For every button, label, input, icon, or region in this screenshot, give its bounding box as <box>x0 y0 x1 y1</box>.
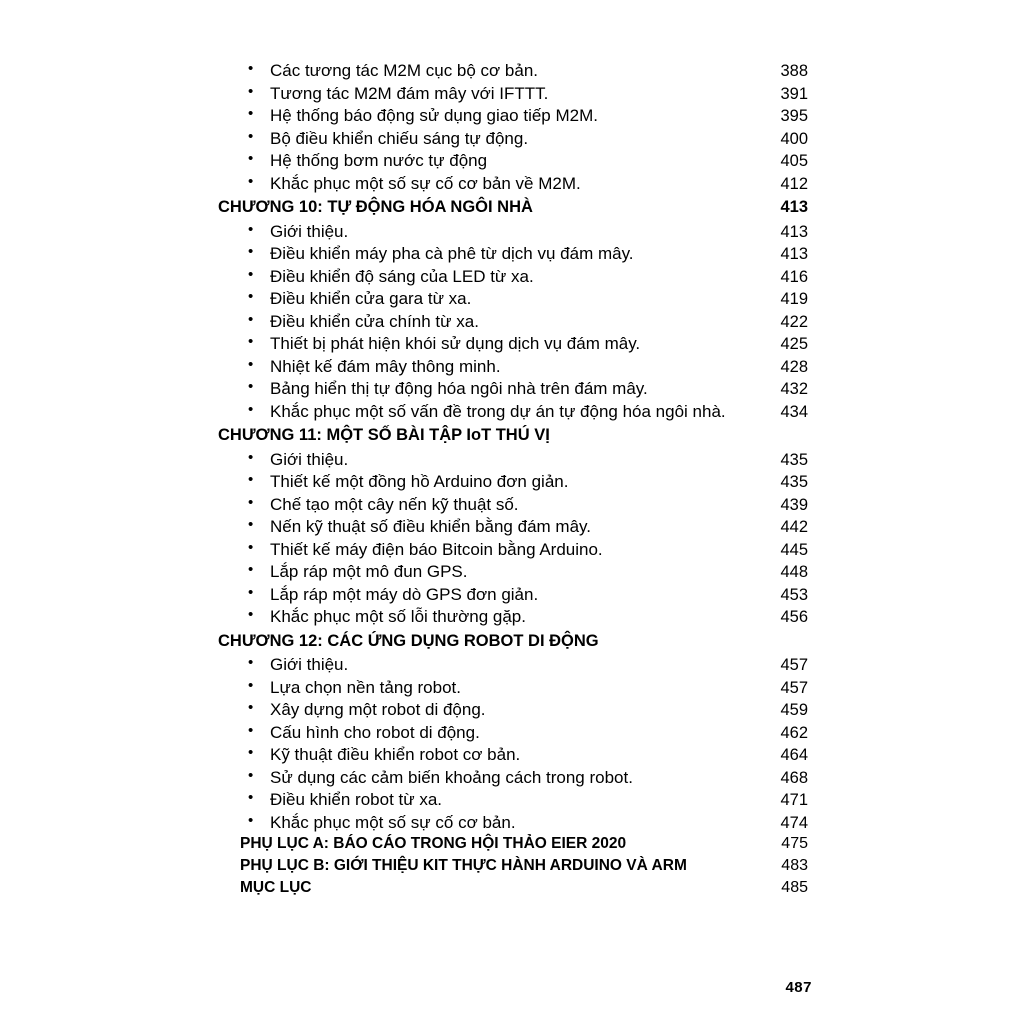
toc-entry-text: Khắc phục một số sự cố cơ bản. <box>270 812 516 832</box>
toc-entry-page-number: 445 <box>780 540 808 559</box>
toc-entry-label <box>218 107 752 124</box>
toc-entry-text: Giới thiệu. <box>270 221 349 241</box>
bullet-icon: • <box>248 583 254 601</box>
toc-entry-page-number: 432 <box>780 380 808 398</box>
toc-entry-text: Điều khiển cửa gara từ xa. <box>270 289 472 308</box>
toc-entry-text: Hệ thống báo động sử dụng giao tiếp M2M. <box>270 106 598 125</box>
toc-entry-label <box>218 448 752 469</box>
bullet-icon: • <box>248 60 254 77</box>
toc-entry-page-number: 412 <box>780 174 808 193</box>
toc-entry-label <box>218 310 752 331</box>
toc-entry-label <box>218 427 752 444</box>
bullet-icon: • <box>248 789 254 806</box>
toc-entry-text: Các tương tác M2M cục bộ cơ bản. <box>270 61 539 80</box>
toc-entry-text: CHƯƠNG 12: CÁC ỨNG DỤNG ROBOT DI ĐỘNG <box>218 631 599 650</box>
toc-entry-label <box>218 355 752 376</box>
toc-entry-text: Giới thiệu. <box>270 449 349 469</box>
toc-entry-text: Cấu hình cho robot di động. <box>270 722 480 742</box>
bullet-icon: • <box>248 606 254 623</box>
toc-entry[interactable] <box>218 290 808 308</box>
bullet-icon: • <box>248 150 254 167</box>
toc-appendix-entry[interactable] <box>218 880 808 896</box>
toc-entry[interactable] <box>218 583 808 604</box>
toc-entry-text: Bảng hiển thị tự động hóa ngôi nhà trên đám mây. <box>270 379 648 398</box>
toc-entry-text: Điều khiển độ sáng của LED từ xa. <box>270 266 534 286</box>
toc-entry[interactable] <box>218 400 808 421</box>
toc-entry-text: Điều khiển cửa chính từ xa. <box>270 311 479 331</box>
toc-entry-text: Xây dựng một robot di động. <box>270 700 486 719</box>
toc-entry-text: PHỤ LỤC B: GIỚI THIỆU KIT THỰC HÀNH ARDUINO VÀ ARM <box>240 857 687 874</box>
toc-entry-text: Khắc phục một số vấn đề trong dự án tự động hóa ngôi nhà. <box>270 401 726 421</box>
bullet-icon: • <box>248 699 254 716</box>
toc-entry-page-number: 405 <box>780 152 808 170</box>
bullet-icon: • <box>248 448 254 466</box>
toc-entry-text: Thiết kế máy điện báo Bitcoin bằng Arduino. <box>270 539 603 559</box>
toc-entry-label <box>218 82 752 103</box>
toc-entry-page-number: 456 <box>780 608 808 626</box>
toc-appendix-entry[interactable] <box>218 836 808 852</box>
toc-entry-label <box>218 676 752 697</box>
bullet-icon: • <box>248 310 254 328</box>
bullet-icon: • <box>248 400 254 418</box>
toc-entry-text: Điều khiển robot từ xa. <box>270 790 443 809</box>
bullet-icon: • <box>248 811 254 829</box>
toc-entry-page-number: 413 <box>780 198 808 216</box>
toc-entry-text: Kỹ thuật điều khiển robot cơ bản. <box>270 745 521 764</box>
toc-entry-text: Lắp ráp một máy dò GPS đơn giản. <box>270 584 539 604</box>
toc-entry-label <box>218 766 752 787</box>
toc-entry-text: Khắc phục một số sự cố cơ bản về M2M. <box>270 173 581 193</box>
toc-entry-page-number: 442 <box>780 518 808 536</box>
toc-entry-page-number: 400 <box>780 129 808 148</box>
toc-entry[interactable] <box>218 563 808 581</box>
toc-entry[interactable] <box>218 676 808 697</box>
bullet-icon: • <box>248 471 254 488</box>
bullet-icon: • <box>248 766 254 784</box>
toc-entry-label <box>218 265 752 286</box>
toc-entry-label <box>218 290 752 307</box>
toc-entry-label <box>218 400 752 421</box>
toc-entry-label <box>218 858 752 874</box>
toc-entry-page-number: 435 <box>780 473 808 491</box>
toc-entry[interactable] <box>218 355 808 376</box>
toc-entry-page-number: 435 <box>780 450 808 469</box>
toc-entry[interactable] <box>218 220 808 241</box>
toc-entry-label <box>218 493 752 514</box>
toc-entry-text: CHƯƠNG 11: MỘT SỐ BÀI TẬP IoT THÚ VỊ <box>218 426 550 444</box>
bullet-icon: • <box>248 676 254 694</box>
toc-entry-label <box>218 220 752 241</box>
toc-entry-label <box>218 62 752 79</box>
toc-entry-page-number: 428 <box>780 357 808 376</box>
toc-entry-page-number: 459 <box>780 701 808 719</box>
bullet-icon: • <box>248 243 254 260</box>
toc-entry-label <box>218 199 752 216</box>
toc-entry-page-number: 388 <box>780 62 808 80</box>
toc-entry[interactable] <box>218 310 808 331</box>
toc-entry[interactable] <box>218 107 808 125</box>
toc-entry-page-number: 434 <box>780 402 808 421</box>
toc-entry-label <box>218 656 752 673</box>
toc-entry-label <box>218 152 752 169</box>
toc-entry-label <box>218 473 752 490</box>
toc-entry-text: Giới thiệu. <box>270 655 349 674</box>
toc-chapter-heading[interactable] <box>218 427 808 444</box>
toc-entry[interactable] <box>218 380 808 398</box>
toc-entry[interactable] <box>218 82 808 103</box>
toc-entry-text: Thiết kế một đồng hồ Arduino đơn giản. <box>270 472 569 491</box>
toc-entry-page-number: 475 <box>781 835 808 852</box>
toc-entry-label <box>218 380 752 397</box>
toc-entry-page-number: 448 <box>780 563 808 581</box>
toc-entry-page-number: 395 <box>780 107 808 125</box>
toc-entry-page-number: 457 <box>780 656 808 674</box>
toc-entry-text: PHỤ LỤC A: BÁO CÁO TRONG HỘI THẢO EIER 2020 <box>240 835 627 852</box>
toc-entry-label <box>218 172 752 193</box>
toc-entry-label <box>218 608 752 625</box>
toc-entry-text: Sử dụng các cảm biến khoảng cách trong robot. <box>270 767 633 787</box>
toc-entry-text: Nến kỹ thuật số điều khiển bằng đám mây. <box>270 517 591 536</box>
toc-entry-page-number: 439 <box>780 495 808 514</box>
toc-entry-label <box>218 880 752 896</box>
page-folio: 487 <box>785 979 812 996</box>
toc-entry[interactable] <box>218 473 808 491</box>
toc-entry[interactable] <box>218 811 808 832</box>
bullet-icon: • <box>248 288 254 305</box>
bullet-icon: • <box>248 127 254 145</box>
toc-entry-page-number: 468 <box>780 768 808 787</box>
toc-entry-page-number: 464 <box>780 746 808 764</box>
toc-entry-page-number: 453 <box>780 585 808 604</box>
toc-entry-text: Thiết bị phát hiện khói sử dụng dịch vụ đám mây. <box>270 334 641 353</box>
toc-entry-label <box>218 836 752 852</box>
toc-entry-label <box>218 538 752 559</box>
toc-entry[interactable] <box>218 172 808 193</box>
toc-entry[interactable] <box>218 746 808 764</box>
toc-entry-page-number: 462 <box>780 723 808 742</box>
toc-entry-label <box>218 746 752 763</box>
table-of-contents <box>218 62 808 902</box>
toc-entry[interactable] <box>218 335 808 353</box>
toc-entry[interactable] <box>218 518 808 536</box>
bullet-icon: • <box>248 220 254 238</box>
toc-entry[interactable] <box>218 493 808 514</box>
toc-entry-label <box>218 811 752 832</box>
bullet-icon: • <box>248 333 254 350</box>
toc-entry-text: Hệ thống bơm nước tự động <box>270 151 488 170</box>
toc-entry-text: Lựa chọn nền tảng robot. <box>270 677 461 697</box>
toc-entry[interactable] <box>218 538 808 559</box>
toc-entry-page-number: 474 <box>780 813 808 832</box>
toc-entry-page-number: 471 <box>780 791 808 809</box>
toc-entry-text: Bộ điều khiển chiếu sáng tự động. <box>270 128 529 148</box>
toc-entry-page-number: 483 <box>781 857 808 874</box>
bullet-icon: • <box>248 654 254 671</box>
toc-entry[interactable] <box>218 608 808 626</box>
toc-entry[interactable] <box>218 656 808 674</box>
bullet-icon: • <box>248 82 254 100</box>
toc-entry[interactable] <box>218 701 808 719</box>
toc-entry-page-number: 413 <box>780 245 808 263</box>
bullet-icon: • <box>248 538 254 556</box>
toc-entry-text: Nhiệt kế đám mây thông minh. <box>270 356 501 376</box>
bullet-icon: • <box>248 744 254 761</box>
toc-entry-page-number: 416 <box>780 267 808 286</box>
toc-appendix-entry[interactable] <box>218 858 808 874</box>
bullet-icon: • <box>248 493 254 511</box>
toc-entry-label <box>218 127 752 148</box>
bullet-icon: • <box>248 355 254 373</box>
toc-entry[interactable] <box>218 766 808 787</box>
toc-entry-page-number: 413 <box>780 222 808 241</box>
bullet-icon: • <box>248 265 254 283</box>
toc-entry-page-number: 457 <box>780 678 808 697</box>
toc-chapter-heading[interactable] <box>218 633 808 650</box>
bullet-icon: • <box>248 172 254 190</box>
toc-entry-page-number: 422 <box>780 312 808 331</box>
bullet-icon: • <box>248 378 254 395</box>
toc-entry-text: Lắp ráp một mô đun GPS. <box>270 562 468 581</box>
toc-entry[interactable] <box>218 721 808 742</box>
toc-entry-label <box>218 721 752 742</box>
toc-entry-text: Chế tạo một cây nến kỹ thuật số. <box>270 494 519 514</box>
toc-entry-label <box>218 701 752 718</box>
toc-entry[interactable] <box>218 265 808 286</box>
toc-entry-text: CHƯƠNG 10: TỰ ĐỘNG HÓA NGÔI NHÀ <box>218 198 533 216</box>
bullet-icon: • <box>248 561 254 578</box>
toc-entry-label <box>218 583 752 604</box>
toc-entry-page-number: 485 <box>781 879 808 896</box>
toc-entry-label <box>218 518 752 535</box>
toc-entry-page-number: 391 <box>780 84 808 103</box>
bullet-icon: • <box>248 105 254 122</box>
toc-entry-label <box>218 633 752 650</box>
toc-entry[interactable] <box>218 127 808 148</box>
toc-entry-page-number: 419 <box>780 290 808 308</box>
toc-entry-label <box>218 791 752 808</box>
toc-entry[interactable] <box>218 152 808 170</box>
toc-entry-text: Tương tác M2M đám mây với IFTTT. <box>270 83 549 103</box>
toc-entry-text: MỤC LỤC <box>240 879 312 896</box>
toc-entry[interactable] <box>218 448 808 469</box>
toc-entry-label <box>218 245 752 262</box>
toc-entry[interactable] <box>218 245 808 263</box>
toc-entry[interactable] <box>218 791 808 809</box>
bullet-icon: • <box>248 721 254 739</box>
toc-entry-text: Điều khiển máy pha cà phê từ dịch vụ đám mây. <box>270 244 634 263</box>
toc-entry-label <box>218 335 752 352</box>
toc-chapter-heading[interactable] <box>218 199 808 216</box>
bullet-icon: • <box>248 516 254 533</box>
toc-entry-label <box>218 563 752 580</box>
toc-entry-page-number: 425 <box>780 335 808 353</box>
toc-entry-text: Khắc phục một số lỗi thường gặp. <box>270 607 526 626</box>
toc-entry[interactable] <box>218 62 808 80</box>
